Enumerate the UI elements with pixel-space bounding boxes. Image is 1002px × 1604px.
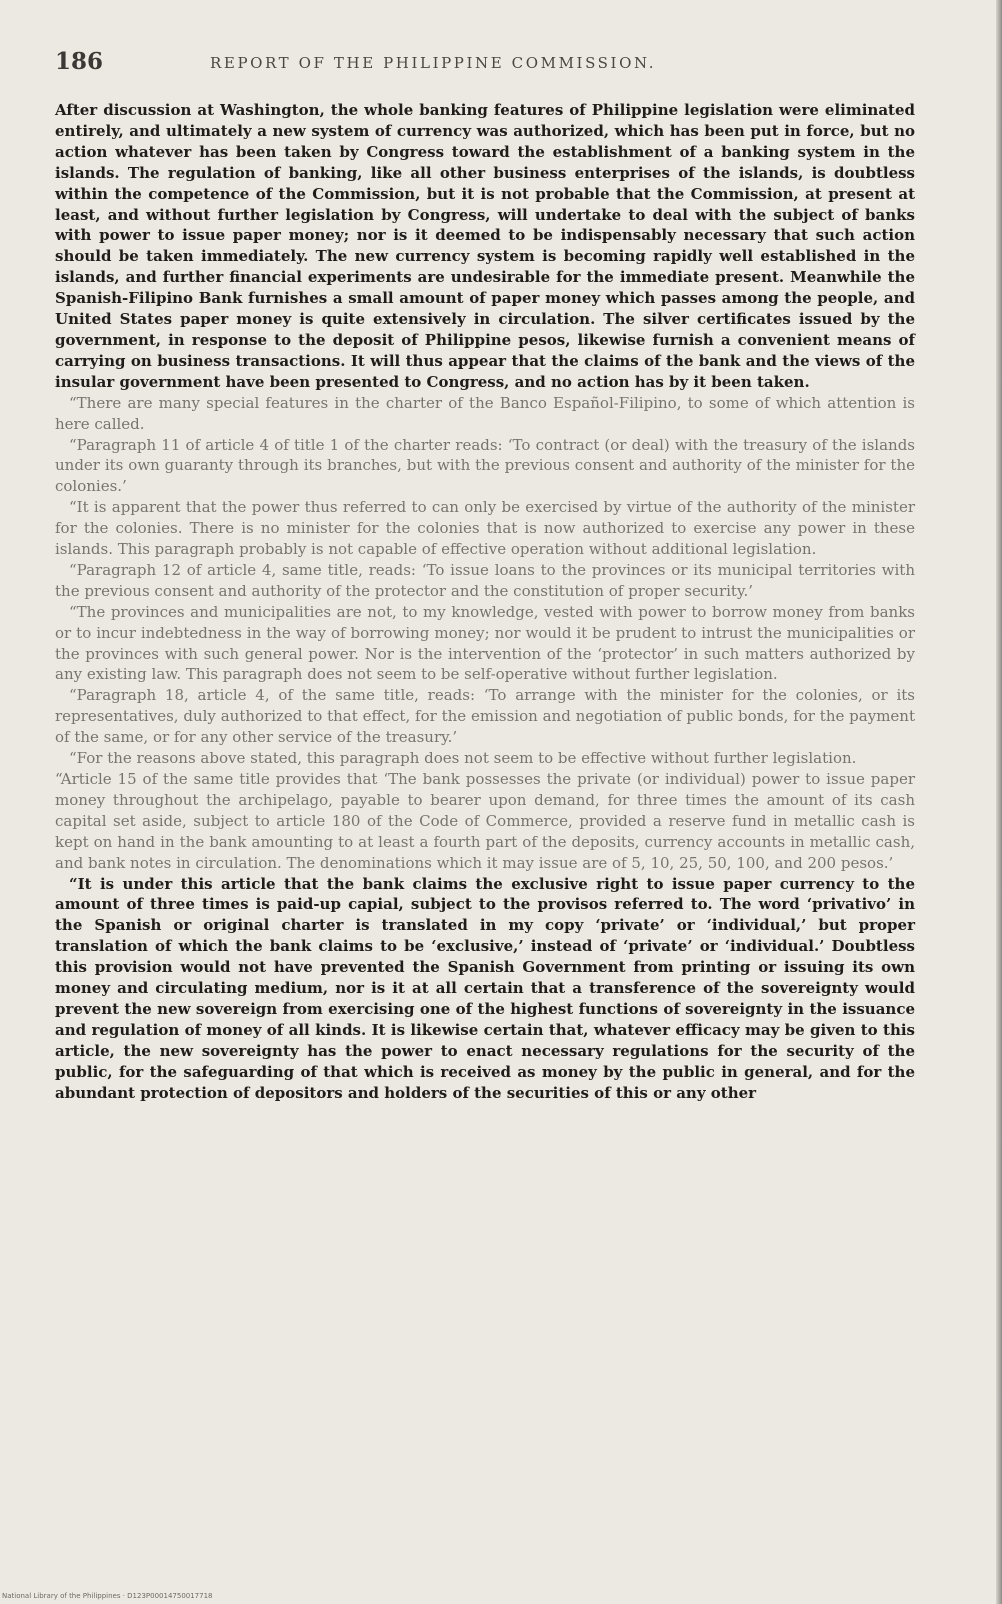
paragraph: “There are many special features in the charter of the Banco Español-Filipino, to some of which attention is here called.: [55, 393, 915, 433]
body-text: [55, 100, 915, 1104]
paragraph: “For the reasons above stated, this paragraph does not seem to be effective without further legislation.: [69, 749, 857, 768]
paragraph: “It is apparent that the power thus referred to can only be exercised by virtue of the authority of the minister for the colonies. There is no minister for the colonies that is now authorized to exercise any power in these islands. This paragraph probably is not capable of effective operation without additional legislation.: [55, 498, 915, 559]
paragraph: “Paragraph 18, article 4, of the same title, reads: ‘To arrange with the minister for the colonies, or its representatives, duly authorized to that effect, for the emission and negotiation of public bonds, for the payment of the same, or for any other service of the treasury.’: [55, 686, 915, 747]
paragraph: “Paragraph 12 of article 4, same title, reads: ‘To issue loans to the provinces or its municipal territories with the previous consent and authority of the protector and the constitution of proper security.’: [55, 560, 915, 600]
paragraph: “The provinces and municipalities are not, to my knowledge, vested with power to borrow money from banks or to incur indebtedness in the way of borrowing money; nor would it be prudent to intrust the municipalities or the provinces with such general power. Nor is the intervention of the ‘protector’ in such matters authorized by any existing law. This paragraph does not seem to be self-operative without further legislation.: [55, 602, 915, 684]
running-title: REPORT OF THE PHILIPPINE COMMISSION.: [210, 54, 657, 72]
paragraph: “Paragraph 11 of article 4 of title 1 of the charter reads: ‘To contract (or deal) with the treasury of the islands under its own guaranty through its branches, but with the previous consent and authority of the minister for the colonies.’: [55, 435, 915, 496]
page-edge: [996, 0, 1002, 1604]
scan-credit: National Library of the Philippines · D123P00014750017718: [2, 1592, 213, 1600]
paragraph: “Article 15 of the same title provides that ‘The bank possesses the private (or individual) power to issue paper money throughout the archipelago, payable to bearer upon demand, for three times the amount of its cash capital set aside, subject to article 180 of the Code of Commerce, provided a reserve fund in metallic cash is kept on hand in the bank amounting to at least a fourth part of the deposits, currency accounts in metallic cash, and bank notes in circulation. The denominations which it may issue are of 5, 10, 25, 50, 100, and 200 pesos.’: [55, 770, 915, 872]
page-number: 186: [55, 48, 104, 75]
paragraph: “It is under this article that the bank claims the exclusive right to issue paper currency to the amount of three times is paid-up capial, subject to the provisos referred to. The word ‘privativo’ in the Spanish or original charter is translated in my copy ‘private’ or ‘individual,’ but proper translation of which the bank claims to be ‘exclusive,’ instead of ‘private’ or ‘individual.’ Doubtless this provision would not have prevented the Spanish Government from printing or issuing its own money and circulating medium, nor is it at all certain that a transference of the sovereignty would prevent the new sovereign from exercising one of the highest functions of sovereignty in the issuance and regulation of money of all kinds. It is likewise certain that, whatever efficacy may be given to this article, the new sovereignty has the power to enact necessary regulations for the security of the public, for the safeguarding of that which is received as money by the public in general, and for the abundant protection of depositors and holders of the securities of this or any other: [55, 874, 915, 1102]
page-header: [55, 48, 955, 80]
paragraph: After discussion at Washington, the whole banking features of Philippine legislation were eliminated entirely, and ultimately a new system of currency was authorized, which has been put in force, but no action whatever has been taken by Congress toward the establishment of a banking system in the islands. The regulation of banking, like all other business enterprises of the islands, is doubtless within the competence of the Commission, but it is not probable that the Commission, at present at least, and without further legislation by Congress, will undertake to deal with the subject of banks with power to issue paper money; nor is it deemed to be indispensably necessary that such action should be taken immediately. The new currency system is becoming rapidly well established in the islands, and further financial experiments are undesirable for the immediate present. Meanwhile the Spanish-Filipino Bank furnishes a small amount of paper money which passes among the people, and United States paper money is quite extensively in circulation. The silver certificates issued by the government, in response to the deposit of Philippine pesos, likewise furnish a convenient means of carrying on business transactions. It will thus appear that the claims of the bank and the views of the insular government have been presented to Congress, and no action has by it been taken.: [55, 101, 915, 391]
